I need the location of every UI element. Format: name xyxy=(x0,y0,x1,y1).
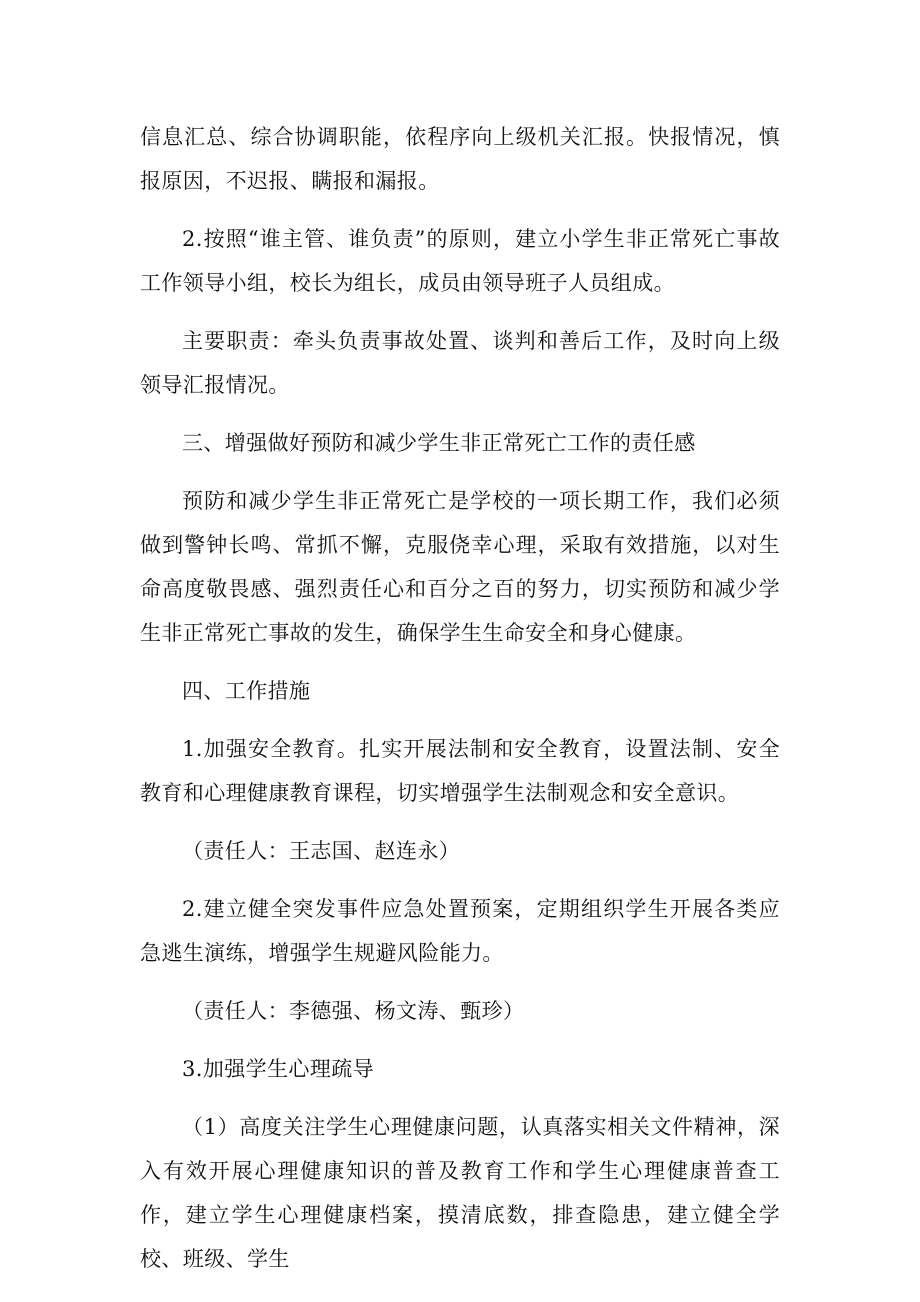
paragraph-safety-education: 1.加强安全教育。扎实开展法制和安全教育，设置法制、安全教育和心理健康教育课程，切实增强学生法制观念和安全意识。 xyxy=(140,737,780,805)
paragraph-mental-health: （1）高度关注学生心理健康问题，认真落实相关文件精神，深入有效开展心理健康知识的普及教育工作和学生心理健康普查工作，建立学生心理健康档案，摸清底数，排查隐患，建立健全学校、班级、学生 xyxy=(140,1115,780,1271)
paragraph-main-duties: 主要职责：牵头负责事故处置、谈判和善后工作，及时向上级领导汇报情况。 xyxy=(140,329,780,397)
paragraph-leading-group: 2.按照“谁主管、谁负责”的原则，建立小学生非正常死亡事故工作领导小组，校长为组长，成员由领导班子人员组成。 xyxy=(140,227,780,295)
responsible-persons-2: （责任人：李德强、杨文涛、甄珍） xyxy=(182,999,525,1023)
paragraph-emergency-plan: 2.建立健全突发事件应急处置预案，定期组织学生开展各类应急逃生演练，增强学生规避风险能力。 xyxy=(140,897,780,965)
document-page xyxy=(140,115,780,1295)
responsible-persons-1: （责任人：王志国、赵连永） xyxy=(182,839,461,863)
paragraph-prevention: 预防和减少学生非正常死亡是学校的一项长期工作，我们必须做到警钟长鸣、常抓不懈，克服侥幸心理，采取有效措施，以对生命高度敬畏感、强烈责任心和百分之百的努力，切实预防和减少学生非正常死亡事故的发生，确保学生生命安全和身心健康。 xyxy=(140,489,780,645)
paragraph-continued-reporting: 信息汇总、综合协调职能，依程序向上级机关汇报。快报情况，慎报原因，不迟报、瞒报和漏报。 xyxy=(140,125,780,193)
section-heading-four: 四、工作措施 xyxy=(182,679,311,703)
paragraph-psychological-guidance: 3.加强学生心理疏导 xyxy=(182,1057,375,1081)
section-heading-three: 三、增强做好预防和减少学生非正常死亡工作的责任感 xyxy=(182,431,696,455)
